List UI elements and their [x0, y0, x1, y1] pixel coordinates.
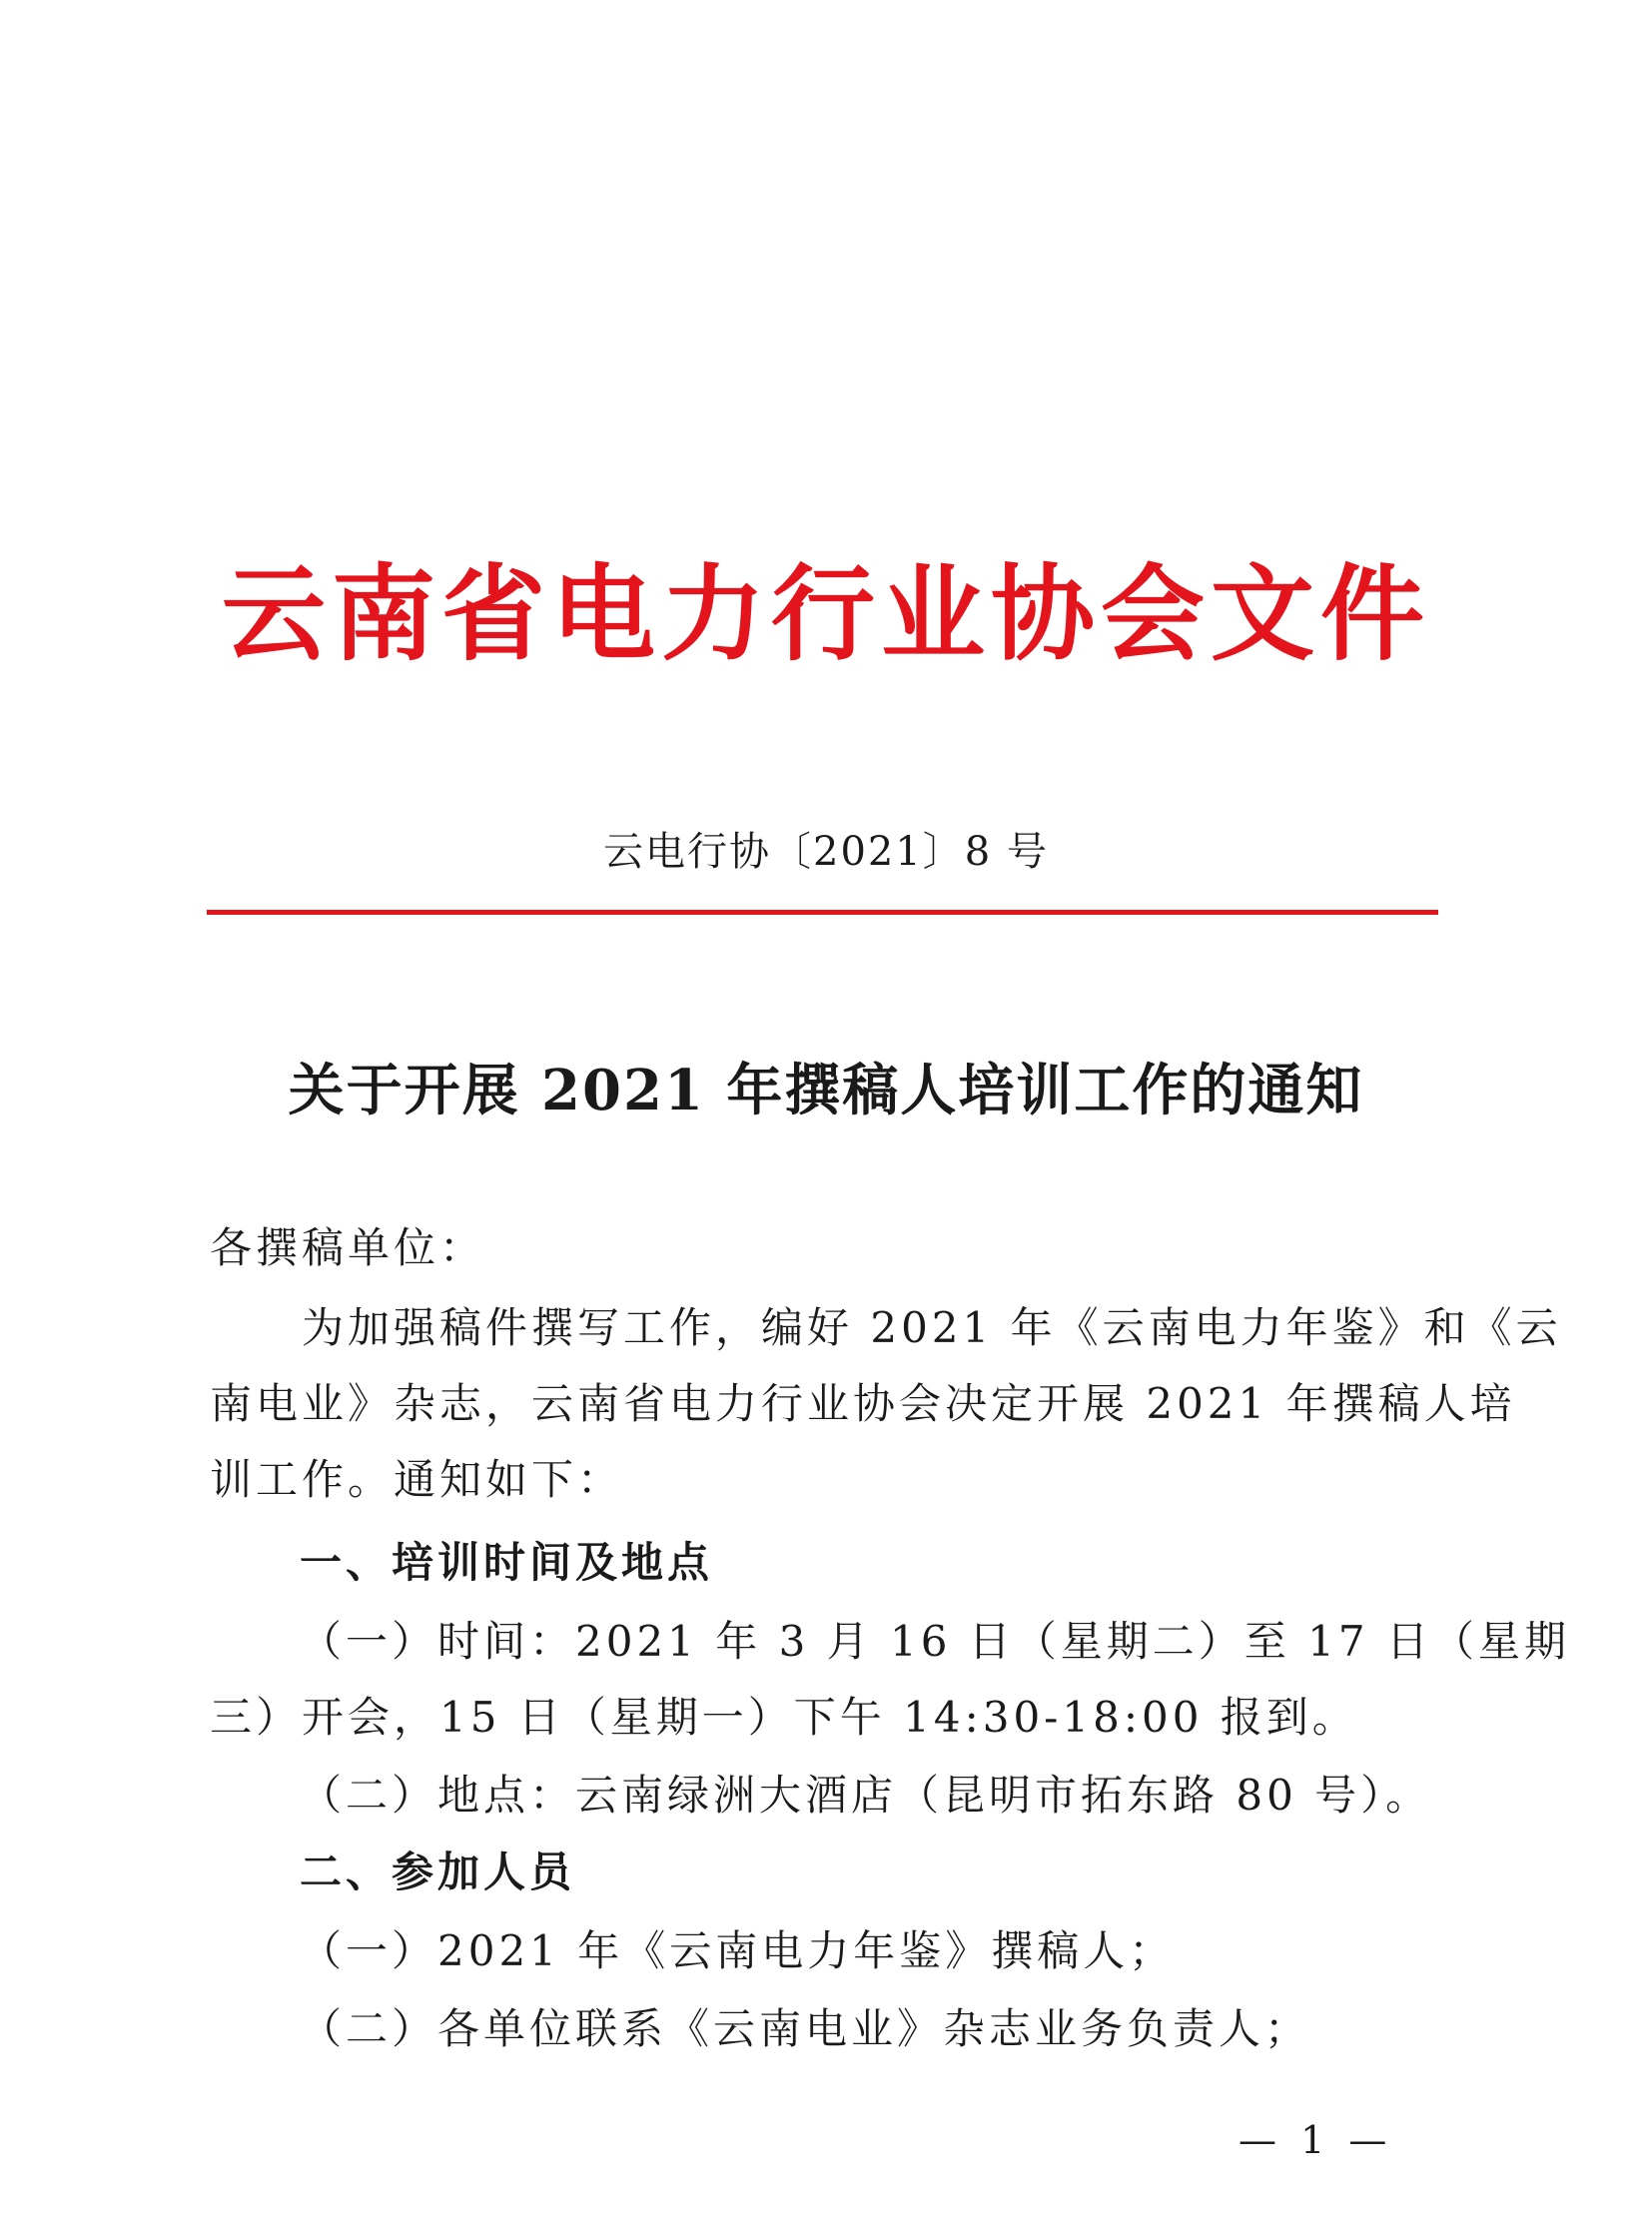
- section-heading-participants: 二、参加人员: [300, 1848, 576, 1896]
- item-time-continued: 三）开会，15 日（星期一）下午 14:30-18:00 报到。: [210, 1693, 1358, 1742]
- salutation: 各撰稿单位：: [210, 1223, 486, 1272]
- section-heading-time-location: 一、培训时间及地点: [300, 1538, 714, 1587]
- intro-line-1: 为加强稿件撰写工作，编好 2021 年《云南电力年鉴》和《云: [302, 1303, 1562, 1352]
- intro-line-3: 训工作。通知如下：: [210, 1455, 624, 1504]
- document-number: 云电行协〔2021〕8 号: [603, 829, 1049, 875]
- issuer-header-title: 云南省电力行业协会文件: [221, 552, 1430, 675]
- item-time: （一）时间：2021 年 3 月 16 日（星期二）至 17 日（星期: [300, 1617, 1570, 1666]
- notice-title: 关于开展 2021 年撰稿人培训工作的通知: [288, 1058, 1364, 1123]
- intro-paragraph: [210, 1290, 1562, 1518]
- page-number: — 1 —: [1239, 2118, 1393, 2162]
- intro-line-2: 南电业》杂志，云南省电力行业协会决定开展 2021 年撰稿人培: [210, 1379, 1516, 1428]
- red-divider-line: [207, 910, 1438, 915]
- item-participant-magazine: （二）各单位联系《云南电业》杂志业务负责人；: [300, 2004, 1311, 2053]
- item-location: （二）地点：云南绿洲大酒店（昆明市拓东路 80 号）。: [300, 1771, 1432, 1820]
- item-participant-yearbook: （一）2021 年《云南电力年鉴》撰稿人；: [300, 1926, 1176, 1975]
